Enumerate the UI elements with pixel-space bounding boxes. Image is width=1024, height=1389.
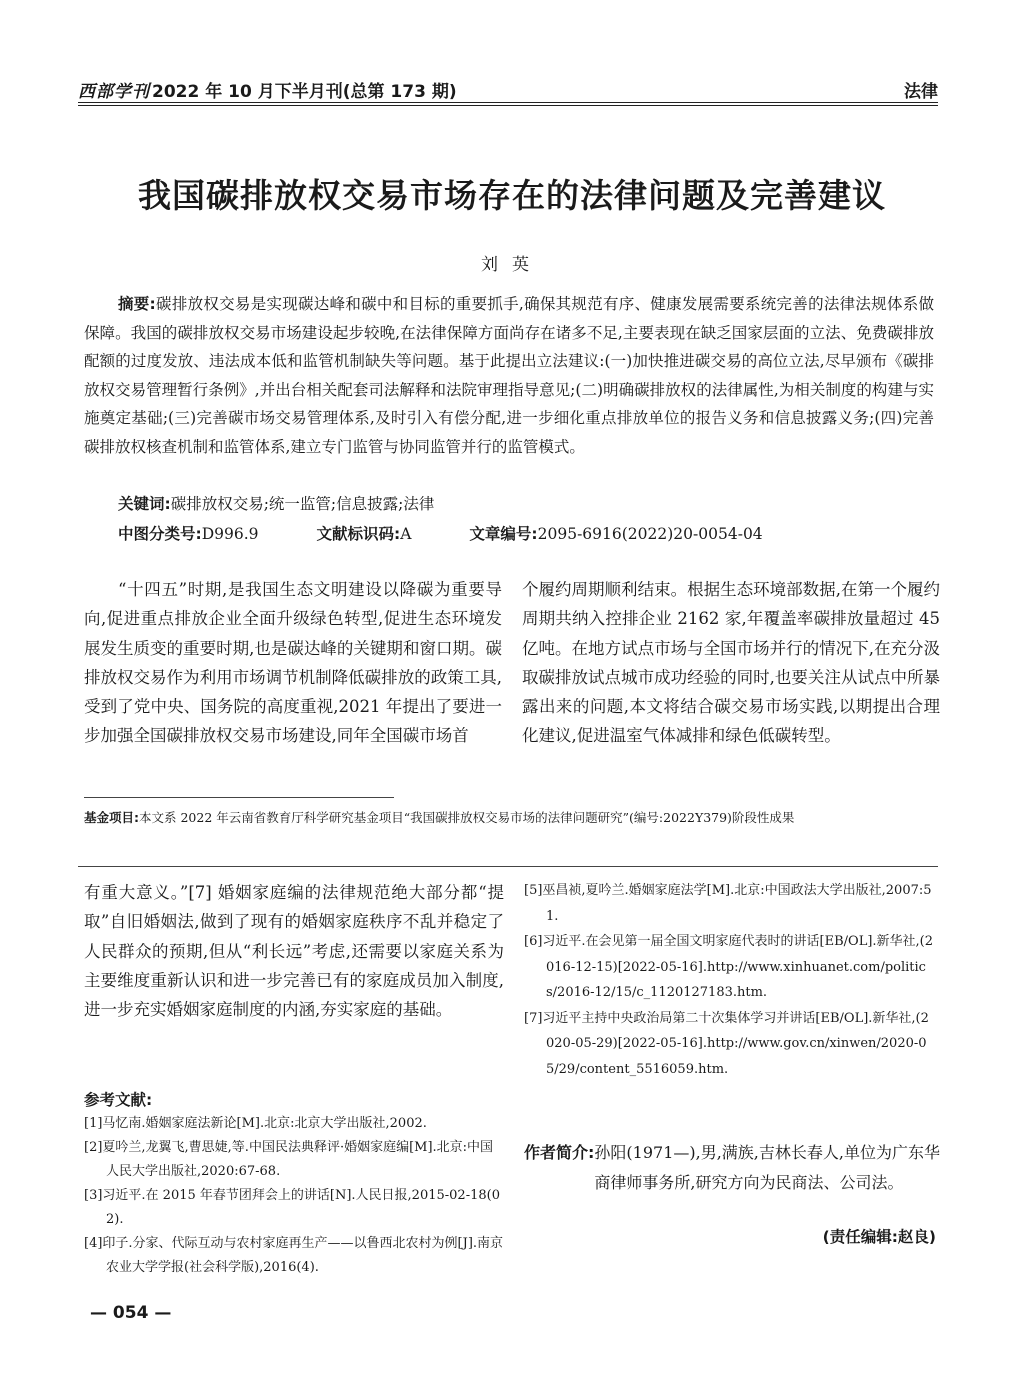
abstract-text: 碳排放权交易是实现碳达峰和碳中和目标的重要抓手,确保其规范有序、健康发展需要系统完善的法律法规体系做保障。我国的碳排放权交易市场建设起步较晚,在法律保障方面尚存在诸多不足,主要表现在缺乏国家层面的立法、免费碳排放配额的过度发放、违法成本低和监管机制缺失等问题。基于此提出立法建议:(一)加快推进碳交易的高位立法,尽早颁布《碳排放权交易管理暂行条例》,并出台相关配套司法解释和法院审理指导意见;(二)明确碳排放权的法律属性,为相关制度的构建与实施奠定基础;(三)完善碳市场交易管理体系,及时引入有偿分配,进一步细化重点排放单位的报告义务和信息披露义务;(四)完善碳排放权核查机制和监管体系,建立专门监管与协同监管并行的监管模式。 <box>84 295 935 456</box>
author-bio-text: 孙阳(1971—),男,满族,吉林长春人,单位为广东华商律师事务所,研究方向为民商法、公司法。 <box>594 1143 940 1192</box>
references-left <box>84 1112 504 1280</box>
responsible-editor: (责任编辑:赵良) <box>822 1228 936 1246</box>
clc-value: D996.9 <box>201 525 259 543</box>
author-bio <box>524 1138 940 1198</box>
clc-label: 中图分类号: <box>118 525 202 543</box>
article-title: 我国碳排放权交易市场存在的法律问题及完善建议 <box>138 176 886 215</box>
running-header <box>78 68 938 102</box>
body-text-right: 个履约周期顺利结束。根据生态环境部数据,在第一个履约周期共纳入控排企业 2162 家,年覆盖率碳排放量超过 45 亿吨。在地方试点市场与全国市场并行的情况下,在充分汲取碳排放试点城市成功经验的同时,也要关注从试点中所暴露出来的问题,本文将结合碳交易市场实践,以期提出合理化建议,促进温室气体减排和绿色低碳转型。 <box>522 580 940 746</box>
classification-line <box>118 522 821 544</box>
reference-item: [6]习近平.在会见第一届全国文明家庭代表时的讲话[EB/OL].新华社,(2016-12-15)[2022-05-16].http://www.xinhuanet.com/politics/2016-12/15/c_1120127183.htm. <box>524 934 934 1000</box>
journal-logo: 西部学刊 <box>78 82 150 102</box>
journal-issue <box>78 77 457 102</box>
author-bio-label: 作者简介: <box>524 1143 595 1162</box>
abstract <box>84 290 934 461</box>
section-label: 法律 <box>904 82 938 102</box>
doc-code-value: A <box>400 525 412 543</box>
reference-item: [2]夏吟兰,龙翼飞,曹思婕,等.中国民法典释评·婚姻家庭编[M].北京:中国人民大学出版社,2020:67-68. <box>84 1140 494 1179</box>
doc-code-label: 文献标识码: <box>316 525 401 543</box>
reference-item: [4]印子.分家、代际互动与农村家庭再生产——以鲁西北农村为例[J].南京农业大学学报(社会科学版),2016(4). <box>84 1236 504 1275</box>
article-author: 刘英 <box>481 255 543 275</box>
body-text-left: “十四五”时期,是我国生态文明建设以降碳为重要导向,促进重点排放企业全面升级绿色转型,促进生态环境发展发生质变的重要时期,也是碳达峰的关键期和窗口期。碳排放权交易作为利用市场调节机制降低碳排放的政策工具,受到了党中央、国务院的高度重视,2021 年提出了要进一步加强全国碳排放权交易市场建设,同年全国碳市场首 <box>84 580 502 746</box>
keywords-label: 关键词: <box>118 495 171 513</box>
previous-article-continuation: 有重大意义。”[7] 婚姻家庭编的法律规范绝大部分都“提取”自旧婚姻法,做到了现有的婚姻家庭秩序不乱并稳定了人民群众的预期,但从“利长远”考虑,还需要以家庭关系为主要维度重新认识和进一步完善已有的家庭成员加入制度,进一步充实婚姻家庭制度的内涵,夯实家庭的基础。 <box>84 883 504 1020</box>
reference-item: [5]巫昌祯,夏吟兰.婚姻家庭法学[M].北京:中国政法大学出版社,2007:51. <box>524 883 932 924</box>
reference-item: [7]习近平主持中央政治局第二十次集体学习并讲话[EB/OL].新华社,(2020-05-29)[2022-05-16].http://www.gov.cn/xinwen/2020-05/29/content_5516059.htm. <box>524 1010 929 1077</box>
fund-label: 基金项目: <box>84 810 139 825</box>
article-no-value: 2095-6916(2022)20-0054-04 <box>537 525 763 543</box>
header-rule-thin <box>78 105 938 106</box>
keywords-text: 碳排放权交易;统一监管;信息披露;法律 <box>170 495 435 513</box>
article-no-label: 文章编号: <box>469 525 538 543</box>
reference-item: [1]马忆南.婚姻家庭法新论[M].北京:北京大学出版社,2002. <box>84 1116 427 1131</box>
header-rule <box>78 102 938 103</box>
abstract-label: 摘要: <box>118 295 156 313</box>
references-right <box>524 878 936 1082</box>
footnote-rule <box>84 797 394 798</box>
fund-note <box>84 806 938 829</box>
fund-text: 本文系 2022 年云南省教育厅科学研究基金项目“我国碳排放权交易市场的法律问题研究”(编号:2022Y379)阶段性成果 <box>139 810 795 825</box>
references-title: 参考文献: <box>84 1091 153 1109</box>
page-number: — 054 — <box>90 1303 172 1323</box>
reference-item: [3]习近平.在 2015 年春节团拜会上的讲话[N].人民日报,2015-02-18(02). <box>84 1188 500 1227</box>
issue-info: 2022 年 10 月下半月刊(总第 173 期) <box>152 82 457 102</box>
keywords <box>118 492 434 514</box>
article-separator <box>78 866 938 867</box>
